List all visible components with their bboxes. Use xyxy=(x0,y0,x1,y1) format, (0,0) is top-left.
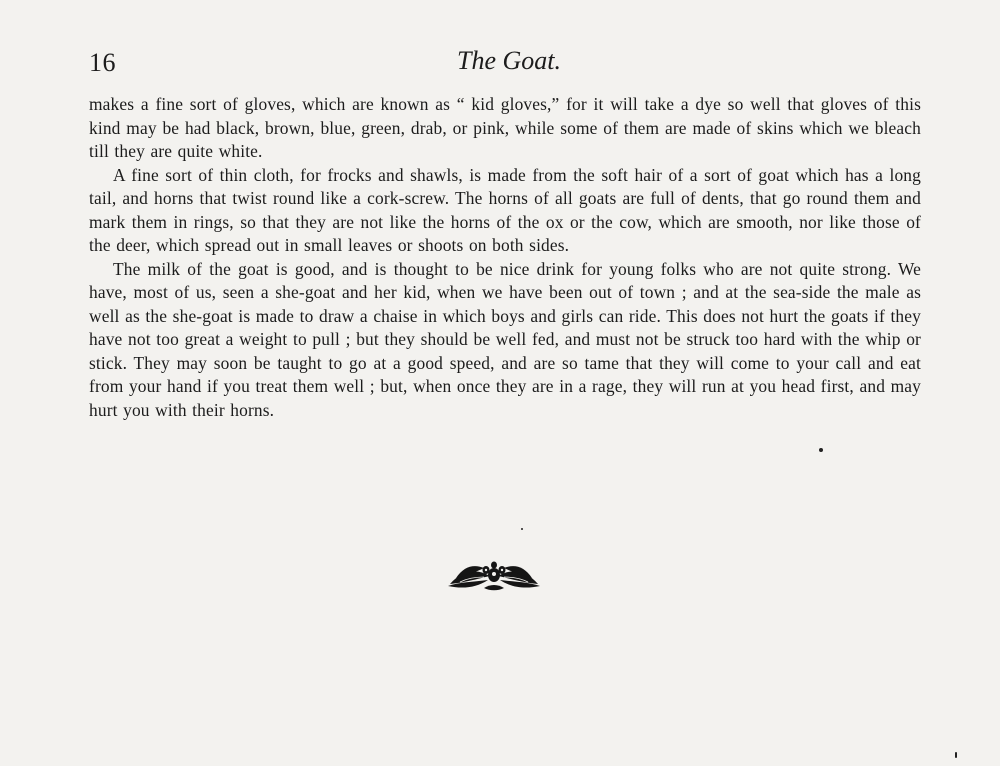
ink-speck xyxy=(819,448,823,452)
paragraph: The milk of the goat is good, and is thought to be nice drink for young folks who are not quite strong. We have, most of us, seen a she-goat and her kid, when we have been out of town ; and at the sea-side the male as well as the she-goat is made to draw a chaise in which boys and girls can ride. This does not hurt the goats if they have not too great a weight to pull ; but they should be well fed, and must not be struck too hard with the whip or stick. They may soon be taught to go at a good speed, and are so tame that they will come to your call and eat from your hand if you treat them well ; but, when once they are in a rage, they will run at you head first, and may hurt you with their horns. xyxy=(89,258,921,420)
reverse-page-show-through xyxy=(70,395,930,715)
ink-speck xyxy=(955,752,957,758)
body-text xyxy=(89,93,921,422)
floral-tailpiece-icon xyxy=(446,558,542,594)
page-number: 16 xyxy=(89,48,116,77)
paragraph-continued: makes a fine sort of gloves, which are known as “ kid gloves,” for it will take a dye so well that gloves of this kind may be had black, brown, blue, green, drab, or pink, while some of them are made of skins which we bleach till they are quite white. xyxy=(89,94,921,161)
running-title: The Goat. xyxy=(457,46,561,75)
paragraph: A fine sort of thin cloth, for frocks and shawls, is made from the soft hair of a sort of goat which has a long tail, and horns that twist round like a cork-screw. The horns of all goats are full of dents, that go round them and mark them in rings, so that they are not like the horns of the ox or the cow, which are smooth, nor like those of the deer, which spread out in small leaves or shoots on both sides. xyxy=(89,164,921,255)
page-header xyxy=(89,42,929,82)
ink-speck xyxy=(521,528,523,530)
